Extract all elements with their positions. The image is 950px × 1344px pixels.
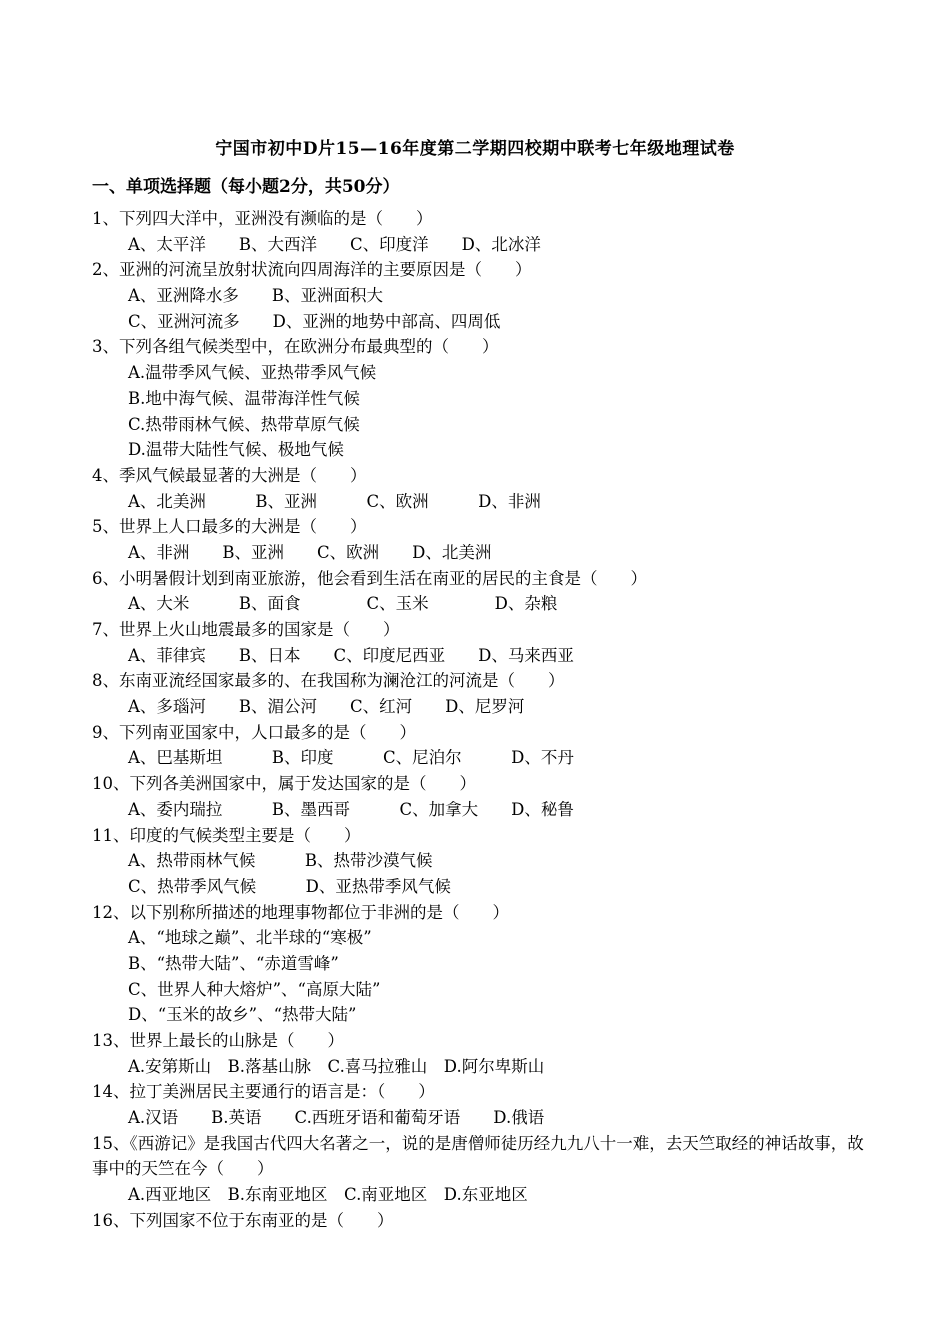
question-stem: 8、东南亚流经国家最多的、在我国称为澜沧江的河流是（ ）: [92, 671, 565, 691]
question-options: B.地中海气候、温带海洋性气候: [128, 388, 360, 408]
question-options: A、巴基斯坦 B、印度 C、尼泊尔 D、不丹: [128, 748, 574, 768]
question-stem: 16、下列国家不位于东南亚的是（ ）: [92, 1210, 394, 1230]
question-stem: 3、下列各组气候类型中，在欧洲分布最典型的（ ）: [92, 337, 499, 357]
question-options: C.热带雨林气候、热带草原气候: [128, 414, 360, 434]
question-options: A、多瑙河 B、湄公河 C、红河 D、尼罗河: [128, 697, 525, 717]
question-stem: 2、亚洲的河流呈放射状流向四周海洋的主要原因是（ ）: [92, 260, 532, 280]
question-options: A、菲律宾 B、日本 C、印度尼西亚 D、马来西亚: [128, 645, 574, 665]
question-options: A.温带季风气候、亚热带季风气候: [128, 363, 377, 383]
question-options: A.安第斯山 B.落基山脉 C.喜马拉雅山 D.阿尔卑斯山: [128, 1056, 545, 1076]
question-stem: 10、下列各美洲国家中，属于发达国家的是（ ）: [92, 774, 476, 794]
question-stem: 9、下列南亚国家中，人口最多的是（ ）: [92, 722, 416, 742]
question-options: A、太平洋 B、大西洋 C、印度洋 D、北冰洋: [128, 234, 541, 254]
question-options: D、“玉米的故乡”、“热带大陆”: [128, 1005, 357, 1025]
question-stem: 7、世界上火山地震最多的国家是（ ）: [92, 620, 400, 639]
question-options: A、北美洲 B、亚洲 C、欧洲 D、非洲: [128, 491, 541, 511]
question-stem: 14、拉丁美洲居民主要通行的语言是：（ ）: [92, 1082, 435, 1102]
question-stem: 12、以下别称所描述的地理事物都位于非洲的是（ ）: [92, 902, 509, 922]
question-options: A.汉语 B.英语 C.西班牙语和葡萄牙语 D.俄语: [128, 1108, 545, 1128]
question-stem: 6、小明暑假计划到南亚旅游，他会看到生活在南亚的居民的主食是（ ）: [92, 568, 647, 588]
question-options: C、热带季风气候 D、亚热带季风气候: [128, 876, 451, 896]
section-heading: 一、单项选择题（每小题2分，共50分）: [92, 177, 400, 197]
question-options: A、大米 B、面食 C、玉米 D、杂粮: [128, 594, 558, 614]
question-options: B、“热带大陆”、“赤道雪峰”: [128, 953, 339, 973]
question-stem: 11、印度的气候类型主要是（ ）: [92, 825, 361, 845]
question-options: A.西亚地区 B.东南亚地区 C.南亚地区 D.东亚地区: [128, 1185, 528, 1205]
question-options: C、亚洲河流多 D、亚洲的地势中部高、四周低: [128, 311, 501, 331]
question-options: D.温带大陆性气候、极地气候: [128, 440, 344, 460]
question-list: [92, 206, 872, 1234]
question-stem: 5、世界上人口最多的大洲是（ ）: [92, 517, 367, 537]
question-options: A、亚洲降水多 B、亚洲面积大: [128, 286, 384, 306]
question-options: A、非洲 B、亚洲 C、欧洲 D、北美洲: [128, 542, 492, 562]
question-stem: 1、下列四大洋中，亚洲没有濒临的是（ ）: [92, 209, 433, 228]
question-options: A、委内瑞拉 B、墨西哥 C、加拿大 D、秘鲁: [128, 799, 574, 819]
question-options: C、世界人种大熔炉”、“高原大陆”: [128, 979, 381, 999]
question-options: A、热带雨林气候 B、热带沙漠气候: [128, 851, 433, 871]
exam-title: 宁国市初中D片15—16年度第二学期四校期中联考七年级地理试卷: [215, 139, 735, 159]
question-stem: 13、世界上最长的山脉是（ ）: [92, 1031, 344, 1050]
question-stem: 15、《西游记》是我国古代四大名著之一，说的是唐僧师徒历经九九八十一难，去天竺取经的神话故事，故事中的天竺在今（ ）: [92, 1133, 864, 1179]
question-options: A、“地球之巅”、北半球的“寒极”: [128, 928, 372, 948]
question-stem: 4、季风气候最显著的大洲是（ ）: [92, 465, 367, 485]
